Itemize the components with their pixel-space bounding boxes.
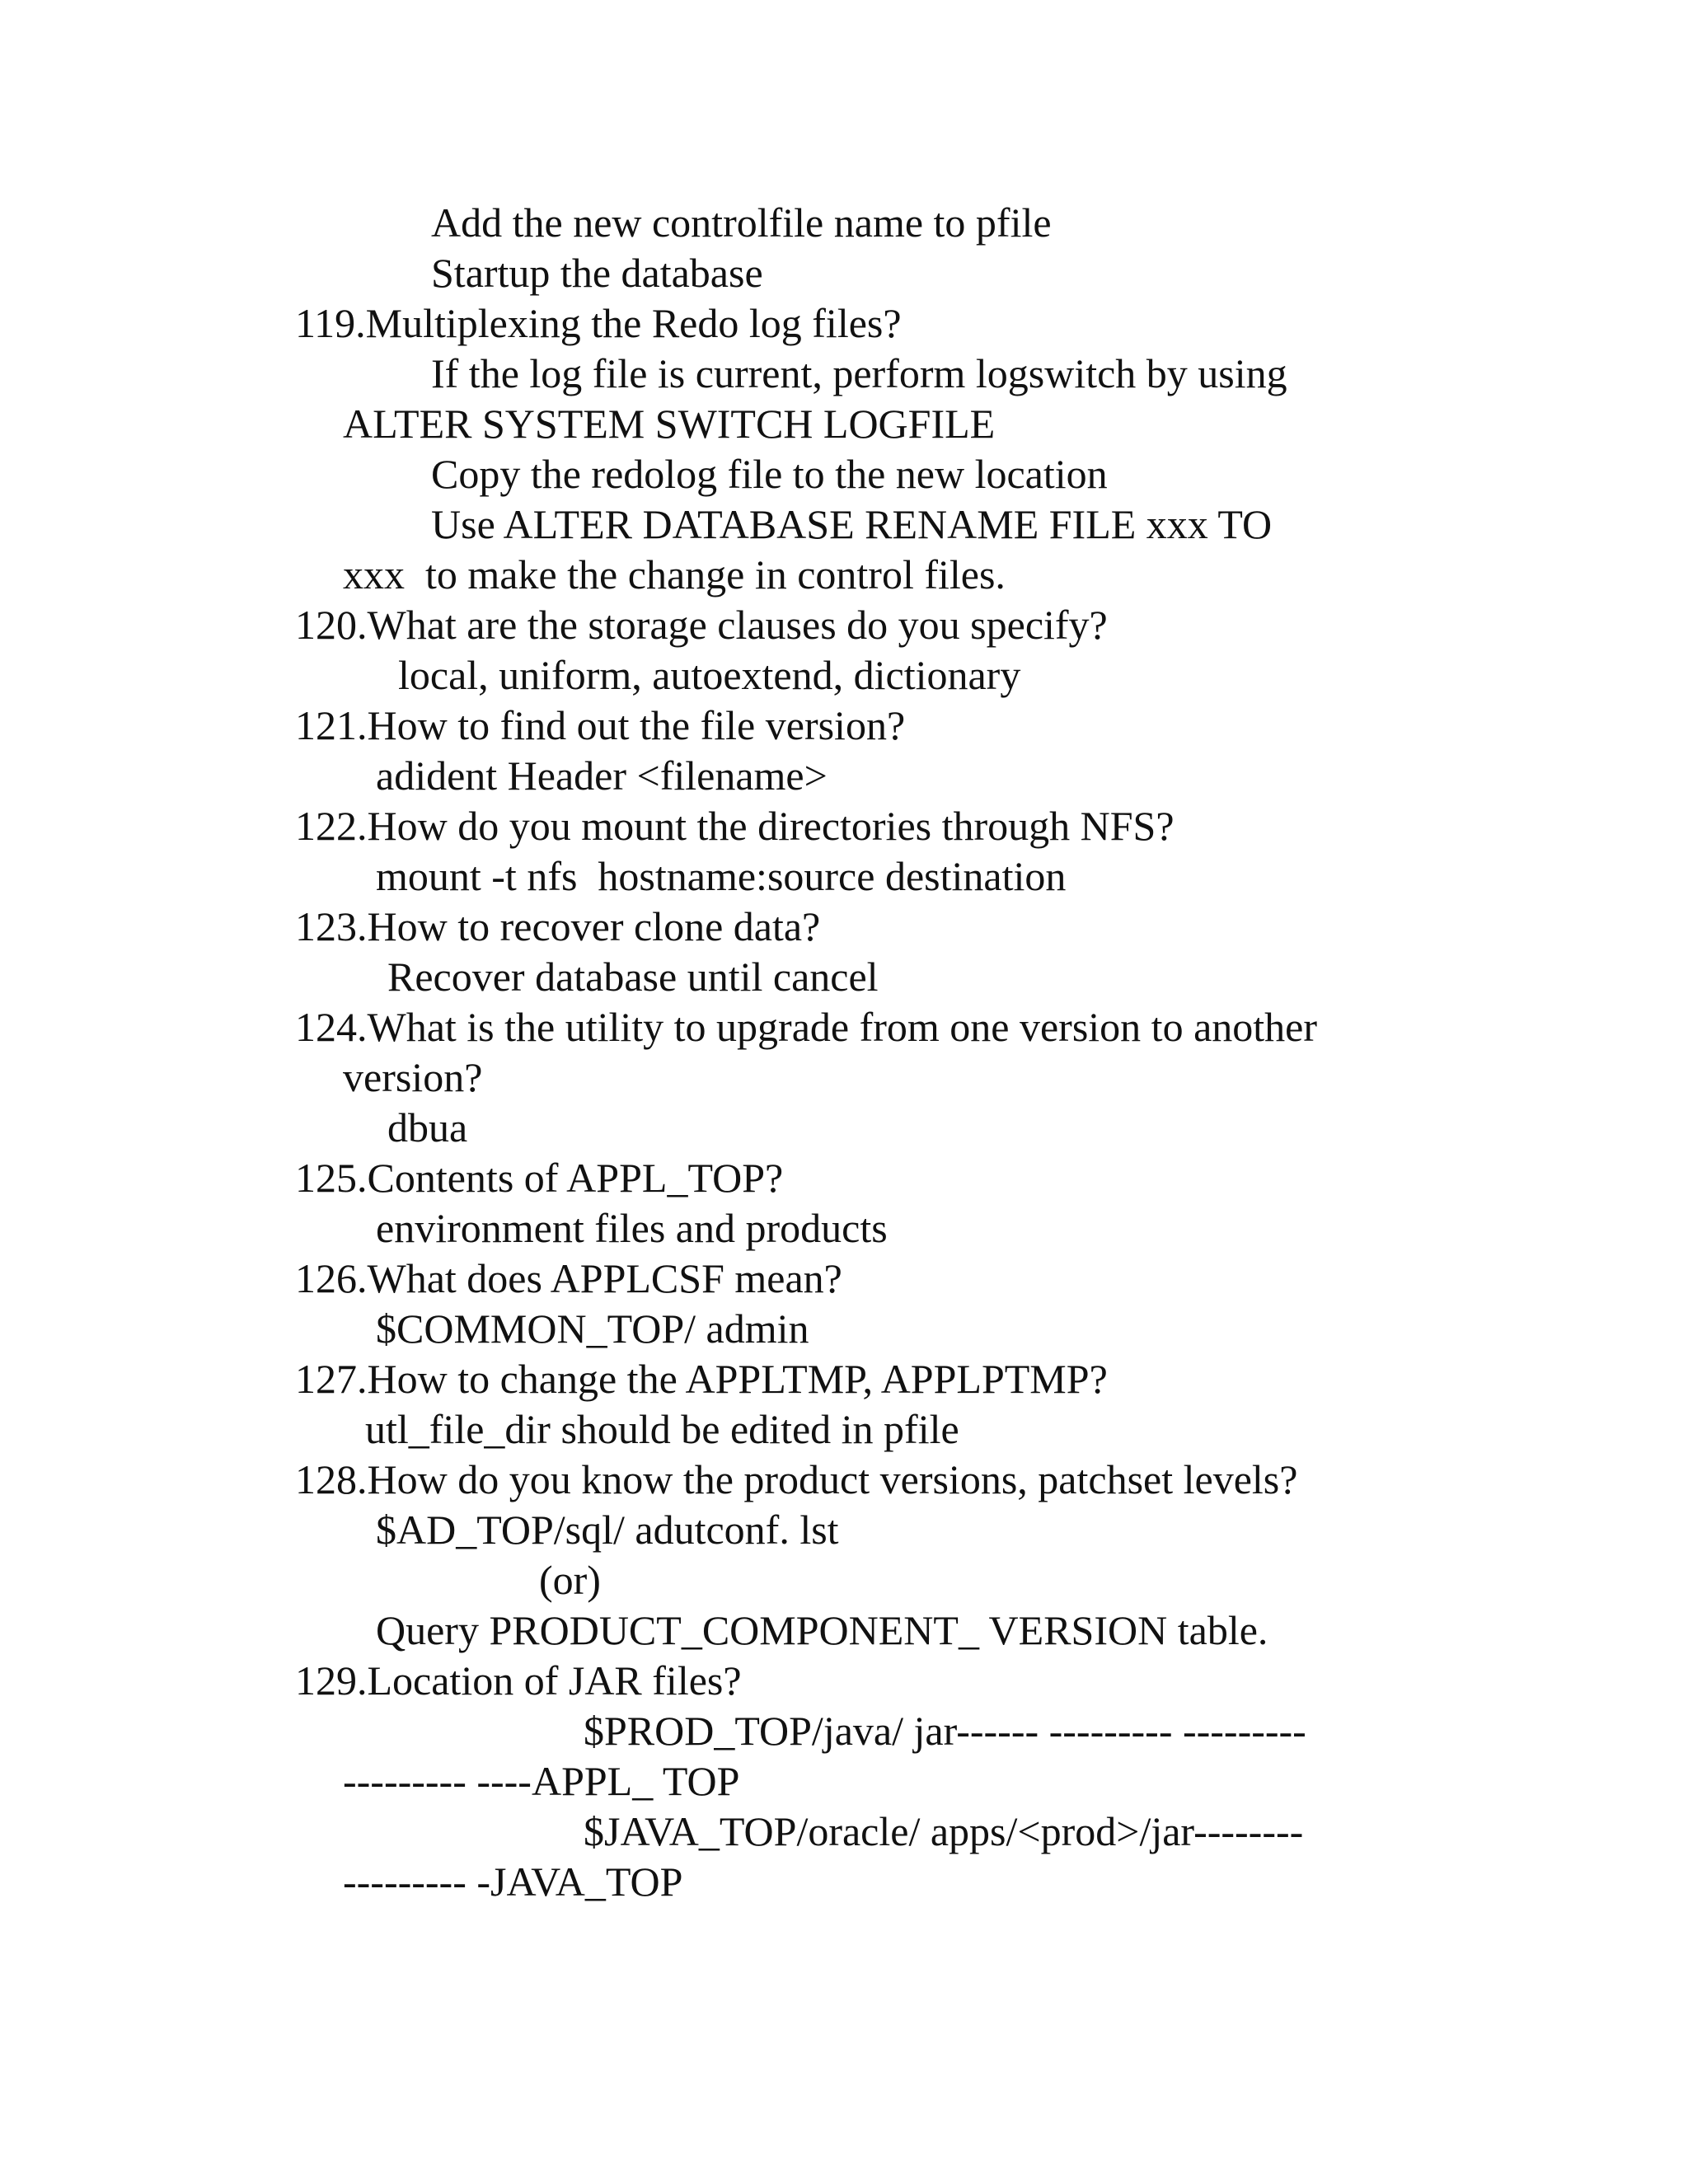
question-126: 126.What does APPLCSF mean?: [295, 1255, 842, 1301]
question-119: 119.Multiplexing the Redo log files?: [295, 300, 902, 346]
text-line: Copy the redolog file to the new location: [431, 451, 1108, 497]
question-120: 120.What are the storage clauses do you specify?: [295, 602, 1108, 648]
answer-text: $PROD_TOP/java/ jar------ --------- ---------: [584, 1708, 1306, 1754]
answer-text: mount -t nfs hostname:source destination: [376, 853, 1067, 899]
answer-text: local, uniform, autoextend, dictionary: [398, 652, 1021, 698]
answer-text: --------- ----APPL_ TOP: [343, 1758, 740, 1804]
question-127: 127.How to change the APPLTMP, APPLPTMP?: [295, 1356, 1108, 1402]
text-line: version?: [343, 1054, 483, 1100]
answer-text: --------- -JAVA_TOP: [343, 1858, 683, 1905]
question-124: 124.What is the utility to upgrade from one version to another: [295, 1004, 1317, 1050]
question-129: 129.Location of JAR files?: [295, 1657, 742, 1704]
answer-text: $COMMON_TOP/ admin: [376, 1305, 809, 1352]
answer-text: utl_file_dir should be edited in pfile: [365, 1406, 959, 1452]
text-line: If the log file is current, perform logswitch by using: [431, 350, 1287, 396]
text-line: ALTER SYSTEM SWITCH LOGFILE: [343, 401, 996, 447]
answer-text: $JAVA_TOP/oracle/ apps/<prod>/jar--------: [584, 1808, 1304, 1854]
question-125: 125.Contents of APPL_TOP?: [295, 1155, 784, 1201]
question-121: 121.How to find out the file version?: [295, 702, 906, 748]
answer-text: adident Header <filename>: [376, 752, 828, 799]
text-line: Add the new controlfile name to pfile: [431, 199, 1052, 246]
answer-text: $AD_TOP/sql/ adutconf. lst: [376, 1507, 839, 1553]
answer-text: Query PRODUCT_COMPONENT_ VERSION table.: [376, 1607, 1268, 1653]
text-line: Startup the database: [431, 250, 763, 296]
question-128: 128.How do you know the product versions, patchset levels?: [295, 1456, 1298, 1502]
text-line: Use ALTER DATABASE RENAME FILE xxx TO: [431, 501, 1273, 547]
answer-text: environment files and products: [376, 1205, 888, 1251]
question-122: 122.How do you mount the directories through NFS?: [295, 803, 1175, 849]
answer-text: dbua: [387, 1104, 468, 1151]
answer-text: Recover database until cancel: [387, 954, 879, 1000]
answer-text: (or): [539, 1557, 601, 1603]
question-123: 123.How to recover clone data?: [295, 903, 821, 949]
text-line: xxx to make the change in control files.: [343, 551, 1006, 598]
